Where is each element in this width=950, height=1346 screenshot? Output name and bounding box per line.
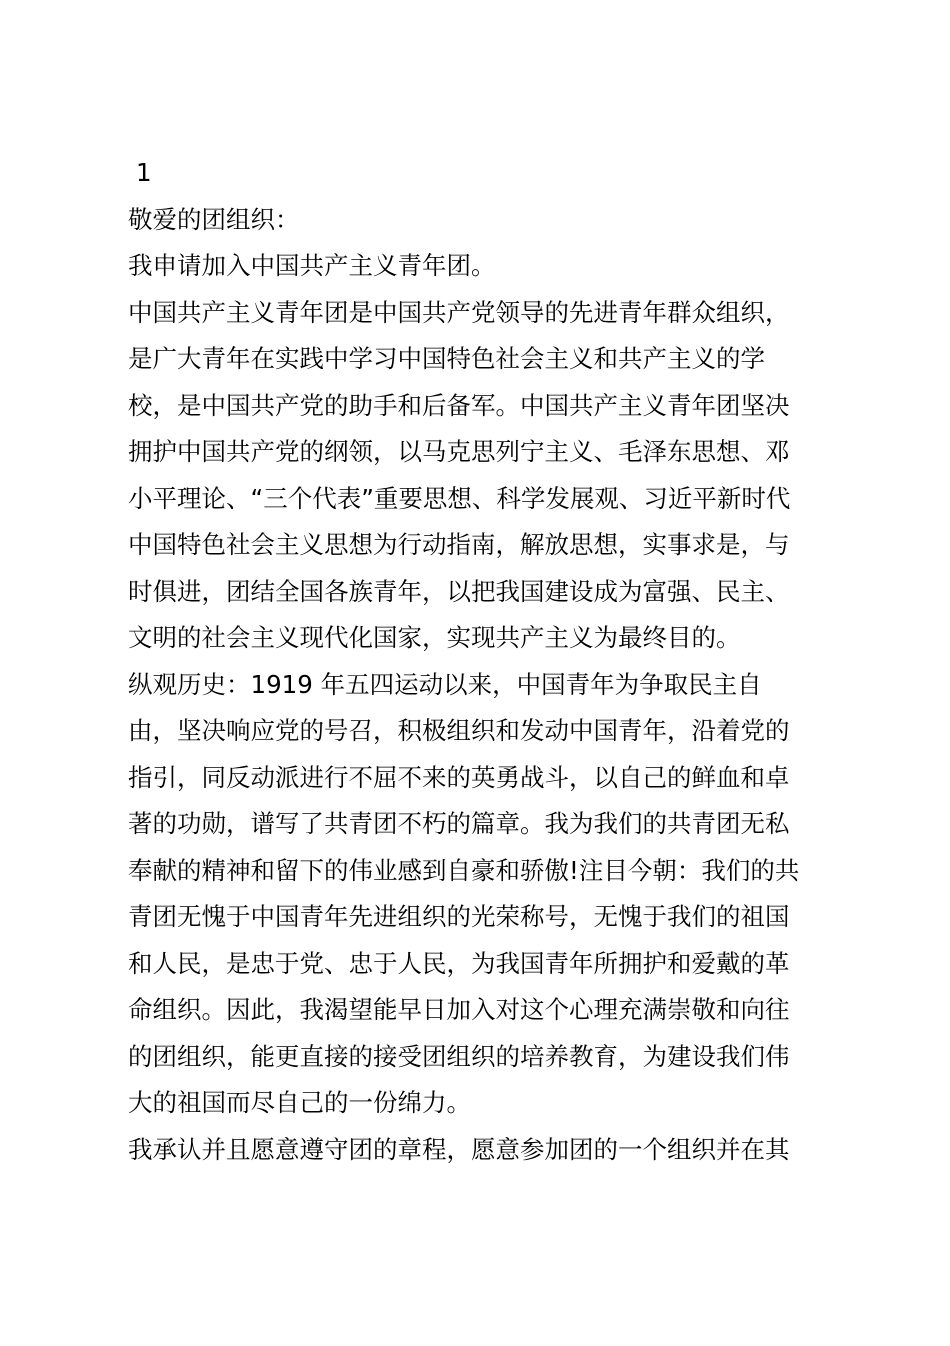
salutation: 敬爱的团组织： xyxy=(128,204,300,234)
text-line: 命组织。因此，我渴望能早日加入对这个心理充满崇敬和向往 xyxy=(128,995,790,1024)
page-number: 1 xyxy=(136,158,152,187)
text-line: 我申请加入中国共产主义青年团。 xyxy=(128,251,496,280)
text-line: 大的祖国而尽自己的一份绵力。 xyxy=(128,1088,471,1117)
text-line: 中国特色社会主义思想为行动指南，解放思想，实事求是，与 xyxy=(128,530,790,559)
text-line: 纵观历史：1919 年五四运动以来，中国青年为争取民主自 xyxy=(128,669,762,699)
text-line: 是广大青年在实践中学习中国特色社会主义和共产主义的学 xyxy=(128,344,765,373)
text-line: 和人民，是忠于党、忠于人民，为我国青年所拥护和爱戴的革 xyxy=(128,948,790,978)
text-line: 由，坚决响应党的号召，积极组织和发动中国青年，沿着党的 xyxy=(128,716,790,745)
text-line: 的团组织，能更直接的接受团组织的培养教育，为建设我们伟 xyxy=(128,1041,790,1071)
text-line: 时俱进，团结全国各族青年，以把我国建设成为富强、民主、 xyxy=(128,576,790,606)
document-body xyxy=(128,150,834,1173)
text-line: 拥护中国共产党的纲领，以马克思列宁主义、毛泽东思想、邓 xyxy=(128,437,790,466)
text-line: 文明的社会主义现代化国家，实现共产主义为最终目的。 xyxy=(128,623,741,652)
text-line: 小平理论、“三个代表”重要思想、科学发展观、习近平新时代 xyxy=(128,483,791,513)
text-line: 我承认并且愿意遵守团的章程，愿意参加团的一个组织并在其 xyxy=(128,1134,790,1164)
text-line: 指引，同反动派进行不屈不来的英勇战斗，以自己的鲜血和卓 xyxy=(128,762,790,792)
text-line: 著的功勋，谱写了共青团不朽的篇章。我为我们的共青团无私 xyxy=(128,809,790,838)
text-line: 中国共产主义青年团是中国共产党领导的先进青年群众组织， xyxy=(128,297,790,327)
text-line: 奉献的精神和留下的伟业感到自豪和骄傲!注目今朝：我们的共 xyxy=(128,855,800,885)
text-line: 校，是中国共产党的助手和后备军。中国共产主义青年团坚决 xyxy=(128,390,790,420)
text-line: 青团无愧于中国青年先进组织的光荣称号，无愧于我们的祖国 xyxy=(128,902,790,931)
